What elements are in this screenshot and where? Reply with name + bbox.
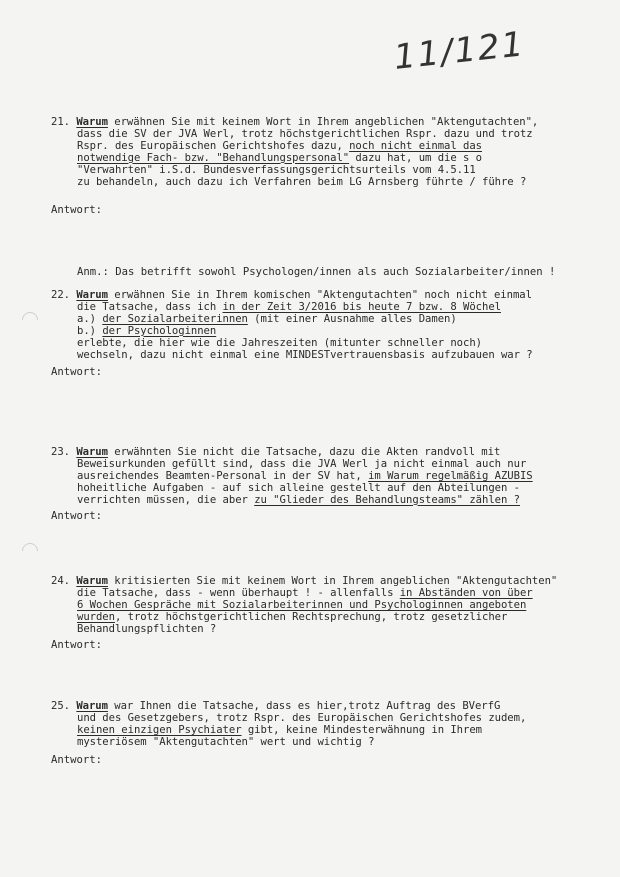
text-segment: 23. xyxy=(51,446,77,458)
text-segment: "Verwahrten" i.S.d. Bundesverfassungsgerichtsurteils vom 4.5.11 xyxy=(77,163,476,176)
text-segment: Beweisurkunden gefüllt sind, dass die JVA Werl ja nicht einmal auch nur xyxy=(77,457,527,470)
answer-label-25: Antwort: xyxy=(51,754,103,766)
text-segment: war Ihnen die Tatsache, dass es hier,trotz Auftrag des BVerfG xyxy=(107,700,501,712)
question-line xyxy=(77,482,520,494)
question-line xyxy=(77,128,533,140)
text-segment: 25. xyxy=(51,700,77,712)
answer-label-23: Antwort: xyxy=(51,510,103,522)
underlined-text: keinen einzigen Psychiater xyxy=(77,723,242,736)
question-line xyxy=(77,611,507,623)
question-line xyxy=(77,623,216,635)
text-segment: gibt, keine Mindesterwähnung in Ihrem xyxy=(241,723,482,736)
text-segment: erwähnen Sie mit keinem Wort in Ihrem angeblichen "Aktengutachten", xyxy=(107,116,539,128)
warum-keyword: Warum xyxy=(76,700,108,712)
text-segment: Rspr. des Europäischen Gerichtshofes dazu, xyxy=(77,139,350,152)
text-segment: zu behandeln, auch dazu ich Verfahren beim LG Arnsberg führte / führe ? xyxy=(77,175,527,188)
underlined-text: in Abständen von über xyxy=(399,586,533,599)
warum-keyword: Warum xyxy=(76,116,108,128)
underlined-text: zu "Glieder des Behandlungsteams" zählen ? xyxy=(254,493,520,506)
question-line xyxy=(77,152,482,164)
text-segment: erlebte, die hier wie die Jahreszeiten (mitunter schneller noch) xyxy=(77,336,482,349)
text-segment: verrichten müssen, die aber xyxy=(77,493,255,506)
underlined-text: der Psychologinnen xyxy=(102,324,217,337)
text-segment: ausreichendes Beamten-Personal in der SV hat, xyxy=(77,469,369,482)
question-line xyxy=(51,700,500,712)
question-line xyxy=(77,164,476,176)
punch-hole-mark xyxy=(19,309,42,332)
answer-label-22: Antwort: xyxy=(51,366,103,378)
question-line xyxy=(77,301,501,313)
question-line xyxy=(77,349,533,361)
text-segment: a.) xyxy=(77,312,103,325)
question-line xyxy=(51,289,532,301)
question-line xyxy=(77,470,533,482)
text-segment: (mit einer Ausnahme alles Damen) xyxy=(247,312,457,325)
text-segment: 21. xyxy=(51,116,77,128)
question-line xyxy=(77,458,526,470)
warum-keyword: Warum xyxy=(76,575,108,587)
text-segment: die Tatsache, dass ich xyxy=(77,300,223,313)
question-line xyxy=(51,446,500,458)
question-line xyxy=(77,712,526,724)
question-line xyxy=(77,599,526,611)
question-line xyxy=(51,575,557,587)
warum-keyword: Warum xyxy=(76,289,108,301)
underlined-text: noch nicht einmal das xyxy=(349,139,482,152)
text-segment: kritisierten Sie mit keinem Wort in Ihrem angeblichen "Aktengutachten" xyxy=(107,575,558,587)
question-line xyxy=(77,736,374,748)
question-line xyxy=(51,116,538,128)
text-segment: mysteriösem "Aktengutachten" wert und wichtig ? xyxy=(77,735,375,748)
underlined-text: der Sozialarbeiterinnen xyxy=(102,312,248,325)
underlined-text: wurden xyxy=(77,610,115,623)
underlined-text: 6 Wochen Gespräche mit Sozialarbeiterinnen und Psychologinnen angeboten xyxy=(77,598,527,611)
text-segment: b.) xyxy=(77,324,103,337)
punch-hole-mark xyxy=(19,540,42,563)
text-segment: die Tatsache, dass - wenn überhaupt ! - allenfalls xyxy=(77,586,400,599)
question-line xyxy=(77,176,526,188)
question-line xyxy=(77,140,482,152)
warum-keyword: Warum xyxy=(76,446,108,458)
question-line xyxy=(77,337,482,349)
text-segment: dazu hat, um die s o xyxy=(349,151,482,164)
text-segment: erwähnen Sie in Ihrem komischen "Aktengutachten" noch nicht einmal xyxy=(107,289,532,301)
answer-label-24: Antwort: xyxy=(51,639,103,651)
answer-label-21: Antwort: xyxy=(51,204,103,216)
text-segment: erwähnten Sie nicht die Tatsache, dazu die Akten randvoll mit xyxy=(107,446,501,458)
text-segment: und des Gesetzgebers, trotz Rspr. des Europäischen Gerichtshofes zudem, xyxy=(77,711,527,724)
text-segment: dass die SV der JVA Werl, trotz höchstgerichtlichen Rspr. dazu und trotz xyxy=(77,127,533,140)
text-segment: 22. xyxy=(51,289,77,301)
question-line xyxy=(77,724,482,736)
note-line: Anm.: Das betrifft sowohl Psychologen/innen als auch Sozialarbeiter/innen ! xyxy=(77,266,556,278)
underlined-text: im Warum regelmäßig AZUBIS xyxy=(368,469,533,482)
question-line xyxy=(77,313,457,325)
text-segment: , trotz höchstgerichtlichen Rechtsprechung, trotz gesetzlicher xyxy=(114,610,508,623)
underlined-text: in der Zeit 3/2016 bis heute 7 bzw. 8 Wöchel xyxy=(222,300,501,313)
text-segment: 24. xyxy=(51,575,77,587)
text-segment: wechseln, dazu nicht einmal eine MINDESTvertrauensbasis aufzubauen war ? xyxy=(77,348,533,361)
question-line xyxy=(77,325,216,337)
handwritten-page-number: 11/121 xyxy=(392,24,528,78)
question-line xyxy=(77,494,520,506)
underlined-text: notwendige Fach- bzw. "Behandlungspersonal" xyxy=(77,151,350,164)
text-segment: hoheitliche Aufgaben - auf sich alleine gestellt auf den Abteilungen - xyxy=(77,481,520,494)
text-segment: Behandlungspflichten ? xyxy=(77,622,217,635)
question-line xyxy=(77,587,533,599)
